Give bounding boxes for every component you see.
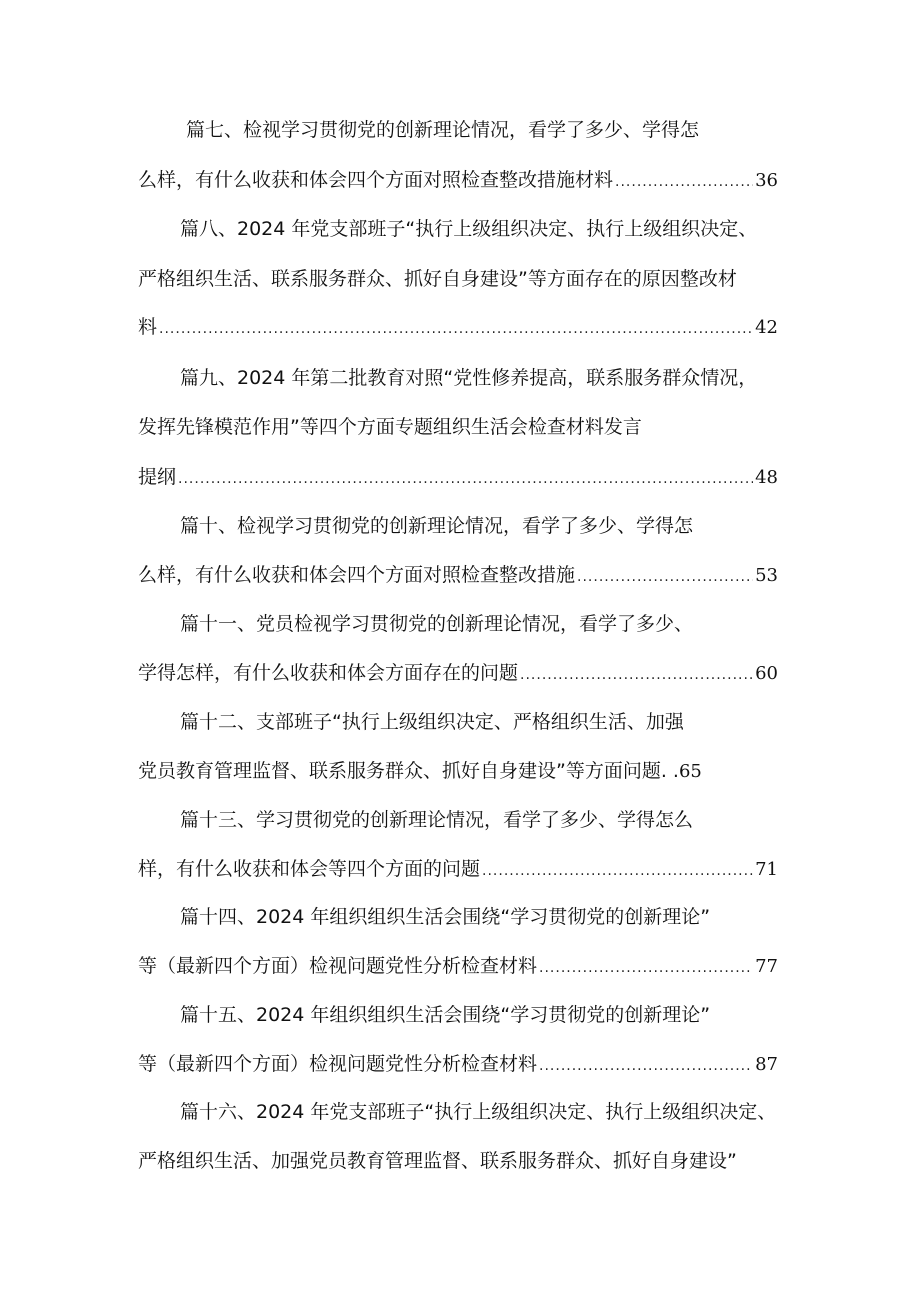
dot-leader [178, 463, 753, 495]
toc-entry-15-line-1: 篇十五、2024 年组织组织生活会围绕“学习贯彻党的创新理论” [180, 1004, 711, 1026]
toc-entry-9-line-1: 篇九、2024 年第二批教育对照“党性修养提高，联系服务群众情况， [180, 367, 758, 389]
toc-entry-8-last-line[interactable] [138, 311, 778, 343]
toc-entry-14-line-1: 篇十四、2024 年组织组织生活会围绕“学习贯彻党的创新理论” [180, 906, 711, 928]
dot-leader [615, 166, 753, 198]
dot-leader [482, 855, 753, 887]
toc-entry-14-last-line[interactable] [138, 950, 778, 982]
toc-entry-7-line-1: 篇七、检视学习贯彻党的创新理论情况，看学了多少、学得怎 [186, 119, 700, 141]
toc-entry-13-page: 71 [755, 859, 778, 880]
toc-entry-16-line-2: 严格组织生活、加强党员教育管理监督、联系服务群众、抓好自身建设” [138, 1150, 737, 1172]
toc-entry-8-line-3: 料 [138, 316, 158, 338]
toc-entry-8-line-1: 篇八、2024 年党支部班子“执行上级组织决定、执行上级组织决定、 [180, 218, 758, 240]
toc-entry-8-line-2: 严格组织生活、联系服务群众、抓好自身建设”等方面存在的原因整改材 [138, 268, 737, 290]
toc-entry-10-last-line[interactable] [138, 559, 778, 591]
toc-entry-12-line-2: 党员教育管理监督、联系服务群众、抓好自身建设”等方面问题. . [138, 760, 679, 782]
toc-entry-10-page: 53 [755, 565, 778, 586]
toc-entry-10-line-2: 么样，有什么收获和体会四个方面对照检查整改措施 [138, 564, 576, 586]
toc-entry-14-line-2: 等（最新四个方面）检视问题党性分析检查材料 [138, 955, 538, 977]
toc-entry-8-page: 42 [755, 317, 778, 338]
toc-entry-13-line-1: 篇十三、学习贯彻党的创新理论情况，看学了多少、学得怎么 [180, 809, 694, 831]
toc-entry-11-last-line[interactable] [138, 657, 778, 689]
toc-entry-15-line-2: 等（最新四个方面）检视问题党性分析检查材料 [138, 1053, 538, 1075]
toc-entry-11-page: 60 [755, 663, 778, 684]
toc-entry-9-line-2: 发挥先锋模范作用”等四个方面专题组织生活会检查材料发言 [138, 416, 642, 438]
toc-entry-7-line-2: 么样，有什么收获和体会四个方面对照检查整改措施材料 [138, 169, 614, 191]
toc-entry-15-last-line[interactable] [138, 1048, 778, 1080]
toc-entry-14-page: 77 [755, 956, 778, 977]
toc-entry-7-page: 36 [755, 170, 778, 191]
toc-entry-11-line-2: 学得怎样，有什么收获和体会方面存在的问题 [138, 662, 519, 684]
toc-entry-10-line-1: 篇十、检视学习贯彻党的创新理论情况，看学了多少、学得怎 [180, 515, 694, 537]
toc-entry-16-line-1: 篇十六、2024 年党支部班子“执行上级组织决定、执行上级组织决定、 [180, 1101, 777, 1123]
toc-entry-13-last-line[interactable] [138, 853, 778, 885]
dot-leader [159, 313, 753, 345]
toc-entry-12-line-1: 篇十二、支部班子“执行上级组织决定、严格组织生活、加强 [180, 711, 684, 733]
dot-leader [520, 659, 753, 691]
toc-entry-15-page: 87 [755, 1054, 778, 1075]
toc-entry-13-line-2: 样，有什么收获和体会等四个方面的问题 [138, 858, 481, 880]
dot-leader [539, 1050, 753, 1082]
toc-entry-9-line-3: 提纲 [138, 466, 177, 488]
dot-leader [539, 952, 753, 984]
toc-entry-11-line-1: 篇十一、党员检视学习贯彻党的创新理论情况，看学了多少、 [180, 613, 694, 635]
toc-entry-7-last-line[interactable] [138, 164, 778, 196]
toc-entry-9-last-line[interactable] [138, 461, 778, 493]
toc-entry-12-page: 65 [678, 761, 702, 782]
dot-leader [577, 561, 753, 593]
toc-entry-9-page: 48 [755, 467, 778, 488]
toc-entry-12-last-line[interactable] [138, 755, 778, 787]
